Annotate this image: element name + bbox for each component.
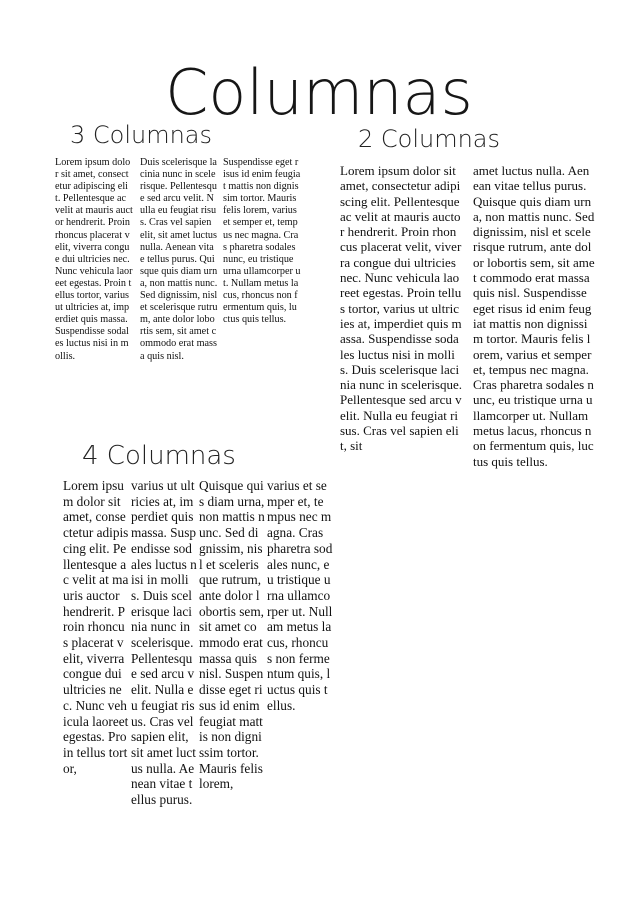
- three-col-text-1: Lorem ipsum dolor sit amet, consectetur adipiscing elit. Pellentesque ac velit at mauris auctor hendrerit. Proin rhoncus placerat velit, viverra congue dui ultricies nec. Nunc vehicula laoreet egestas. Proin tellus tortor, varius ut ultricies at, imperdiet quis massa. Suspendisse sodales luctus nisi in mollis.: [55, 157, 133, 362]
- four-col-text-2: varius ut ultricies at, imperdiet quis massa. Suspendisse sodales luctus nisi in mollis. Duis scelerisque lacinia nunc in scelerisque. Pellentesque sed arcu velit. Nulla eu feugiat risus. Cras vel sapien elit, sit amet luctus nulla. Aenean vitae tellus purus.: [131, 478, 197, 808]
- four-col-text-3: Quisque quis diam urna, non mattis nunc. Sed dignissim, nisl et scelerisque rutrum, ante dolor lobortis sem, sit amet commodo erat massa quis nisl. Suspendisse eget risus id enim feugiat mattis non dignissim tortor. Mauris felis lorem,: [199, 478, 265, 792]
- three-col-text-2: Duis scelerisque lacinia nunc in scelerisque. Pellentesque sed arcu velit. Nulla eu feugiat risus. Cras vel sapien elit, sit amet luctus nulla. Aenean vitae tellus purus. Quisque quis diam urna, non mattis nunc. Sed dignissim, nisl et scelerisque rutrum, ante dolor lobortis sem, sit amet commodo erat massa quis nisl.: [140, 157, 218, 362]
- heading-3-columnas: 3 Columnas: [70, 121, 213, 149]
- heading-4-columnas: 4 Columnas: [82, 441, 236, 471]
- three-col-text-3: Suspendisse eget risus id enim feugiat mattis non dignissim tortor. Mauris felis lorem, varius et semper et, tempus nec magna. Cras pharetra sodales nunc, eu tristique urna ullamcorper ut. Nullam metus lacus, rhoncus non fermentum quis, luctus quis tellus.: [223, 157, 301, 326]
- page-title: Columnas: [165, 56, 473, 129]
- four-col-text-1: Lorem ipsum dolor sit amet, consectetur adipiscing elit. Pellentesque ac velit at mauris auctor hendrerit. Proin rhoncus placerat velit, viverra congue dui ultricies nec. Nunc vehicula laoreet egestas. Proin tellus tortor,: [63, 478, 129, 776]
- two-col-text-1: Lorem ipsum dolor sit amet, consectetur adipiscing elit. Pellentesque ac velit at mauris auctor hendrerit. Proin rhoncus placerat velit, viverra congue dui ultricies nec. Nunc vehicula laoreet egestas. Proin tellus tortor, varius ut ultricies at, imperdiet quis massa. Suspendisse sodales luctus nisi in mollis. Duis scelerisque lacinia nunc in scelerisque. Pellentesque sed arcu velit. Nulla eu feugiat risus. Cras vel sapien elit, sit: [340, 163, 463, 454]
- two-col-text-2: amet luctus nulla. Aenean vitae tellus purus. Quisque quis diam urna, non mattis nunc. Sed dignissim, nisl et scelerisque rutrum, ante dolor lobortis sem, sit amet commodo erat massa quis nisl. Suspendisse eget risus id enim feugiat mattis non dignissim tortor. Mauris felis lorem, varius et semper et, tempus nec magna. Cras pharetra sodales nunc, eu tristique urna ullamcorper ut. Nullam metus lacus, rhoncus non fermentum quis, luctus quis tellus.: [473, 163, 595, 469]
- four-col-text-4: varius et semper et, tempus nec magna. Cras pharetra sodales nunc, eu tristique urna ullamcorper ut. Nullam metus lacus, rhoncus non fermentum quis, luctus quis tellus.: [267, 478, 333, 713]
- heading-2-columnas: 2 Columnas: [358, 125, 501, 153]
